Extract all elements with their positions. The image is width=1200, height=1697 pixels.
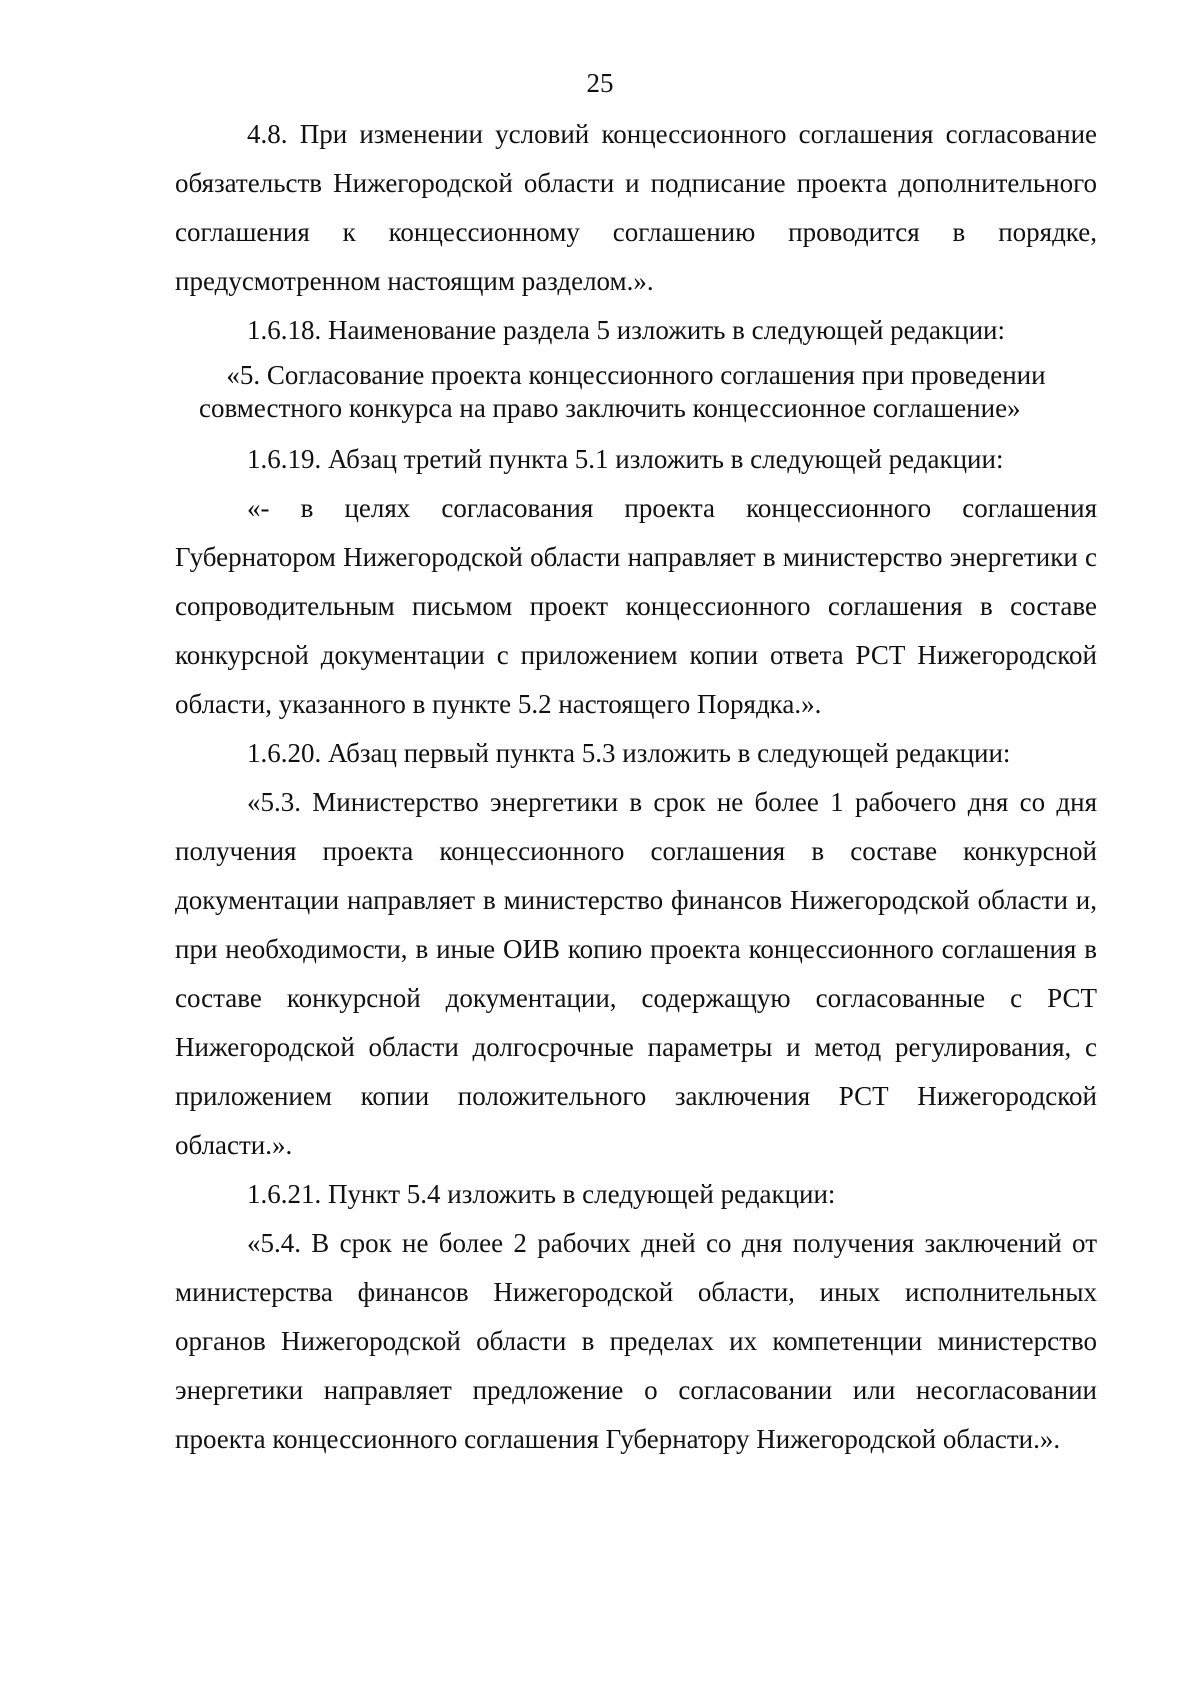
section-5-heading: «5. Согласование проекта концессионного соглашения при проведении совместного конкурса на право заключить концессионное соглашение» (199, 360, 1046, 423)
paragraph-1-6-18: 1.6.18. Наименование раздела 5 изложить в следующей редакции: (247, 315, 1005, 345)
paragraph-5-3-text: «5.3. Министерство энергетики в срок не более 1 рабочего дня со дня получения проекта концессионного соглашения в составе конкурсной документации направляет в министерство финансов Нижегородской области и, при необходимости, в иные ОИВ копию проекта концессионного соглашения в составе конкурсной документации, содержащую согласованные с РСТ Нижегородской области долгосрочные параметры и метод регулирования, с приложением копии положительного заключения РСТ Нижегородской области.». (175, 787, 1097, 1160)
paragraph-5-4-text: «5.4. В срок не более 2 рабочих дней со дня получения заключений от министерства финансов Нижегородской области, иных исполнительных органов Нижегородской области в пределах их компетенции министерство энергетики направляет предложение о согласовании или несогласовании проекта концессионного соглашения Губернатору Нижегородской области.». (175, 1228, 1097, 1454)
paragraph-1-6-21: 1.6.21. Пункт 5.4 изложить в следующей редакции: (247, 1179, 836, 1209)
paragraph-5-1-text: «- в целях согласования проекта концессионного соглашения Губернатором Нижегородской области направляет в министерство энергетики с сопроводительным письмом проект концессионного соглашения в составе конкурсной документации с приложением копии ответа РСТ Нижегородской области, указанного в пункте 5.2 настоящего Порядка.». (175, 493, 1097, 719)
paragraph-1-6-19: 1.6.19. Абзац третий пункта 5.1 изложить в следующей редакции: (247, 444, 1004, 474)
page-number: 25 (586, 68, 614, 98)
document-body (175, 110, 1097, 1464)
paragraph-1-6-20: 1.6.20. Абзац первый пункта 5.3 изложить в следующей редакции: (247, 738, 1011, 768)
paragraph-4-8: 4.8. При изменении условий концессионного соглашения согласование обязательств Нижегородской области и подписание проекта дополнительного соглашения к концессионному соглашению проводится в порядке, предусмотренном настоящим разделом.». (175, 119, 1097, 296)
